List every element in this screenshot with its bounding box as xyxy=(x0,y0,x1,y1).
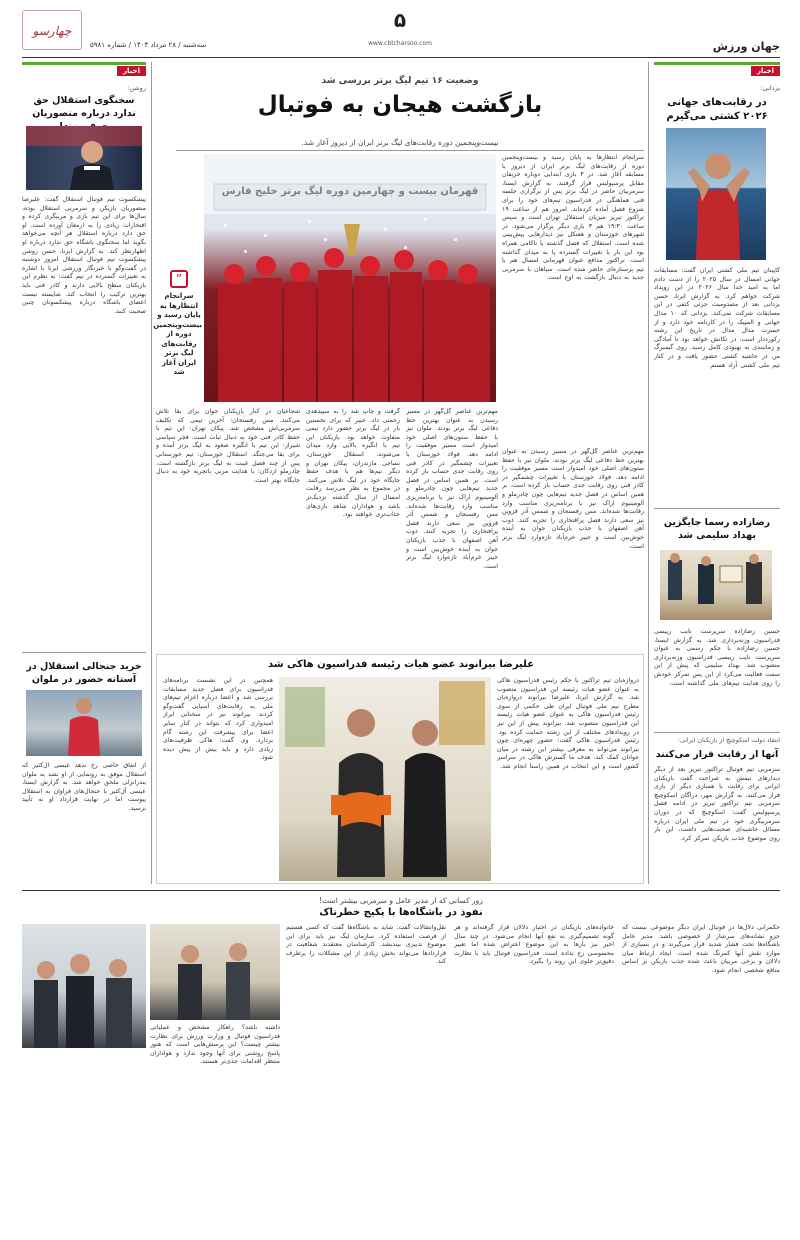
column-accent-bar xyxy=(654,62,780,65)
newspaper-logo: چهارسو xyxy=(22,10,82,50)
column-label: اخبار xyxy=(117,66,146,76)
news-kicker: روشن: xyxy=(127,84,146,92)
divider xyxy=(654,732,780,733)
right-news-column xyxy=(654,62,780,842)
news-body-2: حسین رضازاده سرپرست نایب رییسی فدراسیون وزنه‌برداری شد. به گزارش ایسنا، حسین رضازاده با حکم رسمی به عنوان سرپرست نایب رییسی فدراسیون وزنه‌برداری منصوب شد. بهداد سلیمی که پیش از این سمت فعالیت می‌کرد از این پس تمرکز خودش را روی هدایت تیم‌های ملی گذاشته است. xyxy=(654,628,780,687)
story-body-col1: سرانجام انتظارها به پایان رسید و بیست‌وپنجمین دوره از رقابت‌های لیگ برتر ایران از دیروز با مسابقه آغاز شد. در ۳ بازی ابتدایی دوباره حریفان مقابل پرسپولیس قرار گرفتند. به گزارش ایسنا، سرمربیان حاضر در لیگ برتر پس از برگزاری جلسه فنی هماهنگی در فدراسیون تیم‌های خود را برای شروع فصل آماده کرده‌اند. امروز هم از ساعت ۱۹ تراکتور تبریز میزبان استقلال تهران است و سپس ساعت ۱۹:۳۰ هم ۳ بازی دیگر برگزار می‌شود. در شهرهای خوزستان و هفتکل نیز دیدارهایی پیش‌بینی شده است. استقلال که فصل گذشته با ناکامی همراه بود این بار با تغییرات گسترده پا به میدان گذاشته است. تراکتور مدافع عنوان قهرمانی امسال هم با تیم پرستاره‌ای حاضر شده است. سپاهان با سرمربی جدید به دنبال بازگشت به اوج است. xyxy=(502,154,644,282)
story-body-col4: شجاعیان در کنار بازیکنان جوان برای بقا تلاش می‌کنند. مس رفسنجان: آخرین تیمی که تکلیف سرمربی‌اش مشخص شد. پیکان تهران: این تیم با حفظ کادر فنی خود به دنبال ثبات است. فجر سپاسی شیراز: این تیم با انگیزه صعود به لیگ برتر آمده و برای بقا می‌جنگد. استقلال خوزستان: تیم خوزستانی پس از چند فصل غیبت به لیگ برتر بازگشته است. چادرملو اردکان: با هدایت مربی باتجربه خود به دنبال جایگاه بهتر است. xyxy=(156,408,300,484)
story-body-col3: گرفت و چاپ شد را به سپیدهدی رحمتی داد. خیبر که برای نخستین بار در لیگ برتر حضور دارد تیمی متفاوت خواهد بود. بازیکنان این تیم با انگیزه بالایی وارد میدان می‌شوند. استقلال خوزستان، نساجی مازندران، پیکان تهران و دیگر تیم‌ها هم با هدف حفظ جایگاه خود در لیگ تلاش می‌کنند. در مجموع به نظر می‌رسد رقابت امسال از سال گذشته نزدیک‌تر باشد و هواداران شاهد بازی‌های جذاب‌تری خواهند بود. xyxy=(306,408,400,519)
news-body-2: از اتفاق خاصی رخ ندهد عیسی آل‌کثیر که استقلال موفق به رونمایی از او نشد به ملوان بندرانزلی ملحق خواهد شد. به گزارش ایسنا، عیسی آل‌کثیر با جنجال‌های فراوان به استقلال پیوست اما در نهایت قرارداد او به تأیید نرسید. xyxy=(22,762,146,812)
news-body: کاپیتان تیم ملی کشتی ایران گفت: مسابقات جهانی امسال در سال ۲۰۲۵ را از دست دادم اما به امید خدا سال ۲۰۲۶ در این رویداد شرکت خواهم کرد. به گزارش ایرنا، حسن یزدانی بعد از مصدومیت جزئی کتفی در این مسابقات شرکت نمی‌کند. یزدانی که ۱۰ مدال جهانی و المپیک را در کارنامه خود دارد و از حسرت مدال مدال در تاریخ این رشته رکورددار است، در تکانش خواهد بود تا آمادگی و زمانبندی به بهبودی کامل رسید. روی گیمبرگ من در حاشیه کشتی حضور یافت و در کنار تیم ملی کشتی آزاد هستم. xyxy=(654,267,780,369)
bottom-body-col1: حکمرانی دلال‌ها در فوتبال ایران دیگر موضوعی نیست که جزو نشانه‌های سرشار از خصوصی باشد. مدیر عامل باشگاه‌ها تحت فشار شدید قرار می‌گیرند و در بسیاری از موارد نقش آنها کمرنگ شده است. ایجاد ارتباط میان دلالان و برخی مربیان باعث شده جذب بازیکن بر اساس منافع شخصی انجام شود. xyxy=(622,924,780,974)
masthead-rule xyxy=(22,57,780,58)
section-title: جهان ورزش xyxy=(712,40,780,53)
bottom-headline[interactable]: نفوذ در باشگاه‌ها با پکیج خطرناک xyxy=(319,907,483,918)
column-accent-bar xyxy=(22,62,146,65)
news-kicker-3: انتقاد دولت اسکوچیچ از بازیکنان ایرانی: xyxy=(677,737,780,744)
story-headline: بازگشت هیجان به فوتبال xyxy=(257,92,543,118)
player-photo xyxy=(26,690,142,756)
divider xyxy=(654,508,780,509)
left-news-column xyxy=(22,62,146,884)
column-divider xyxy=(648,62,649,884)
beiranvand-photo xyxy=(279,677,491,881)
news-body-3: سرمربی تیم فوتبال تراکتور تبریز بعد از دیگر دیدارهای تیمش به صراحت گفت بازیکنان ایرانی برای رقابت با همبازی دیگر از بازی فرار می‌کنند. به گزارش مهر، دراگان اسکوچیچ سرمربی تیم تراکتور تبریز در ادامه فصل پرسپولیس گفت: اسکوچیچ که در دوران سرمربیگری خود در تیم ملی ایران درباره مسائل حاشیه‌ای صحبت‌هایی داشت، این بار روی موضوع جذب بازیکن تمرکز کرد. xyxy=(654,766,780,842)
inset-headline[interactable]: علیرضا بیرانوند عضو هیات رئیسه فدراسیون هاکی شد xyxy=(267,659,535,670)
masthead xyxy=(0,0,800,60)
column-divider xyxy=(151,62,152,884)
championship-celebration-photo xyxy=(204,154,496,402)
quote-text: سرانجام انتظارها به پایان رسید و بیست‌وپنجمین دوره از رقابت‌های لیگ برتر ایران آغاز شد xyxy=(153,292,202,376)
headline-rule xyxy=(176,150,644,151)
officials-photo-2 xyxy=(150,924,280,1020)
inset-body: دروازه‌بان تیم تراکتور با حکم رئیس فدراسیون هاکی به عنوان عضو هیات رئیسه این فدراسیون منصوب شد. به گزارش ایرنا، علیرضا بیرانوند دروازه‌بان مطرح تیم ملی فوتبال ایران طی حکمی از سوی رئیس فدراسیون هاکی به عنوان عضو هیات رئیسه این فدراسیون منصوب شد. بیرانوند پیش از این نیز در رویدادهای مختلف از این رشته حمایت کرده بود. رئیس فدراسیون هاکی گفت: حضور چهره‌ای چون بیرانوند می‌تواند به معرفی بیشتر این رشته در میان جوانان کمک کند. هدف ما گسترش هاکی در سراسر کشور است و این انتخاب در همین راستا انجام شد. xyxy=(497,677,639,770)
inset-body-2: همچنین در این نشست برنامه‌های فدراسیون برای فصل جدید مسابقات بررسی شد و اعضا درباره اعزام تیم‌های ملی به رقابت‌های آسیایی گفت‌وگو کردند. بیرانوند نیز در سخنانی ابراز امیدواری کرد که بتواند در کنار سایر اعضا برای پیشرفت این رشته گام بردارد. وی گفت: هاکی ظرفیت‌های زیادی دارد و باید بیش از پیش دیده شود. xyxy=(163,677,273,762)
bottom-body-col4: داشته باشد؟ راهکار مشخص و عملیاتی فدراسیون فوتبال و وزارت ورزش برای نظارت بیشتر چیست؟ این پرسش‌هایی است که هنوز پاسخ روشنی برای آنها وجود ندارد و هواداران منتظر اقدامات جدی‌تر هستند. xyxy=(150,1024,280,1066)
bottom-body-col2: خانواده‌های بازیکنان در اختیار دلالان قرار گرفته‌اند و هر گونه تصمیم‌گیری به نفع آنها انجام می‌شود. در چند سال اخیر نیز بارها به این موضوع اعتراض شده اما تغییر محسوسی رخ نداده است. فدراسیون فوتبال باید با نظارت دقیق‌تر جلوی این روند را بگیرد. xyxy=(454,924,614,966)
story-kicker: وضعیت ۱۶ تیم لیگ برتر بررسی شد xyxy=(321,76,479,86)
issue-info: سه‌شنبه / ۲۸ مرداد ۱۴۰۴ / شماره ۵۹۸۱ xyxy=(90,41,207,49)
news-kicker: یزدانی: xyxy=(760,84,780,92)
news-title[interactable]: در رقابت‌های جهانی ۲۰۲۶ کشتی می‌گیرم xyxy=(666,97,768,122)
pull-quote xyxy=(153,270,202,390)
bottom-rule xyxy=(22,890,780,891)
news-title[interactable]: سخنگوی استقلال حق ندارد درباره منصوریان xyxy=(32,95,136,119)
column-label: اخبار xyxy=(751,66,780,76)
bottom-body-col3: نقل‌وانتقالات گفت: شاید به باشگاه‌ها گفت که کسی هستیم از فرصت استفاده کرد. سازمان لیگ نیز باید برای این موضوع تدبیری بیندیشد. کارشناسان معتقدند شفافیت در قراردادها می‌تواند بخش زیادی از این مشکلات را برطرف کند. xyxy=(286,924,446,966)
story-body-col1b: مهم‌ترین عناصر گل‌گهر در مسیر رسیدن به عنوان بهترین خط دفاعی لیگ برتر بودند. ملوان نیز با حفظ ستون‌های اصلی خود امیدوار است مسیر موفقیت را ادامه دهد. فولاد خوزستان با تغییرات چشمگیر در کادر فنی روی رقابت جدی حساب باز کرده است. بر همین اساس در فصل جدید تیم‌هایی چون چادرملو و آلومینیوم اراک نیز با برنامه‌ریزی مناسب وارد رقابت‌ها شده‌اند. مس رفسنجان و شمس آذر قزوین نیز سعی دارند فصل پرافتخاری را تجربه کنند. ذوب آهن اصفهان با جذب بازیکنان جوان به آینده خوش‌بین است و خیبر خرم‌آباد تازه‌وارد لیگ برتر است. xyxy=(502,448,644,550)
inset-story xyxy=(156,654,644,884)
website-url[interactable]: www.cbtcharsoo.com xyxy=(368,40,432,47)
wrestler-photo xyxy=(666,128,766,260)
main-story xyxy=(153,62,644,652)
news-title-2[interactable]: خرید جنجالی استقلال در آستانه حضور در ملوان xyxy=(26,661,142,685)
quote-icon: ” xyxy=(170,270,188,288)
ceremony-photo xyxy=(660,550,772,620)
bottom-story xyxy=(22,894,780,1230)
news-body: پیشکسوت تیم فوتبال استقلال گفت: علیرضا منصوریان بازیکن و سرمربی استقلال بوده، سال‌ها برای این تیم بازی و مربیگری کرده و افتخارات زیادی را به ارمغان آورده است. او حق دارد درباره استقلال هر آنچه می‌خواهد بگوید اما سخنگوی باشگاه حق ندارد درباره او اظهارنظر کند. به گزارش ایرنا، حسن روشن پیشکسوت تیم فوتبال استقلال امروز دوشنبه در گفت‌وگو با خبرنگار ورزشی ایرنا با اشاره به تغییرات گسترده در تیم گفت: به نظرم این بازیکنان سطح بالایی دارند و کادر فنی باید بهترین ترکیب را انتخاب کند. شایسته نیست اعضای باشگاه درباره پیشکسوتان چنین صحبت کنند. xyxy=(22,196,146,315)
officials-photo xyxy=(22,924,146,1048)
page-number: ۵ xyxy=(393,8,407,32)
bottom-kicker: زور کسانی که از مدیر عامل و سرمربی بیشتر است! xyxy=(319,896,483,905)
story-subline: بیست‌وپنجمین دوره رقابت‌های لیگ برتر ایران از دیروز آغاز شد. xyxy=(301,138,499,147)
divider xyxy=(22,652,146,653)
news-title-2[interactable]: رضازاده رسما جایگزین بهداد سلیمی شد xyxy=(663,517,771,541)
photo-banner-text: قهرمان بیست و چهارمین دوره لیگ برتر خلیج فارس xyxy=(221,186,479,197)
story-body-col2: مهم‌ترین عناصر گل‌گهر در مسیر رسیدن به عنوان بهترین خط دفاعی لیگ برتر بودند. ملوان نیز با حفظ ستون‌های اصلی خود امیدوار است مسیر موفقیت را ادامه دهد. فولاد خوزستان با تغییرات چشمگیر در کادر فنی روی رقابت جدی حساب باز کرده است. بر همین اساس در فصل جدید تیم‌هایی چون چادرملو و آلومینیوم اراک نیز با برنامه‌ریزی مناسب وارد رقابت‌ها شده‌اند. مس رفسنجان و شمس آذر قزوین نیز سعی دارند فصل پرافتخاری را تجربه کنند. ذوب آهن اصفهان با جذب بازیکنان جوان به آینده خوش‌بین است و خیبر خرم‌آباد تازه‌وارد لیگ برتر است. xyxy=(406,408,498,570)
news-title-3[interactable]: آنها از رقابت فرار می‌کنند xyxy=(655,749,779,760)
mansourian-photo xyxy=(26,126,142,190)
